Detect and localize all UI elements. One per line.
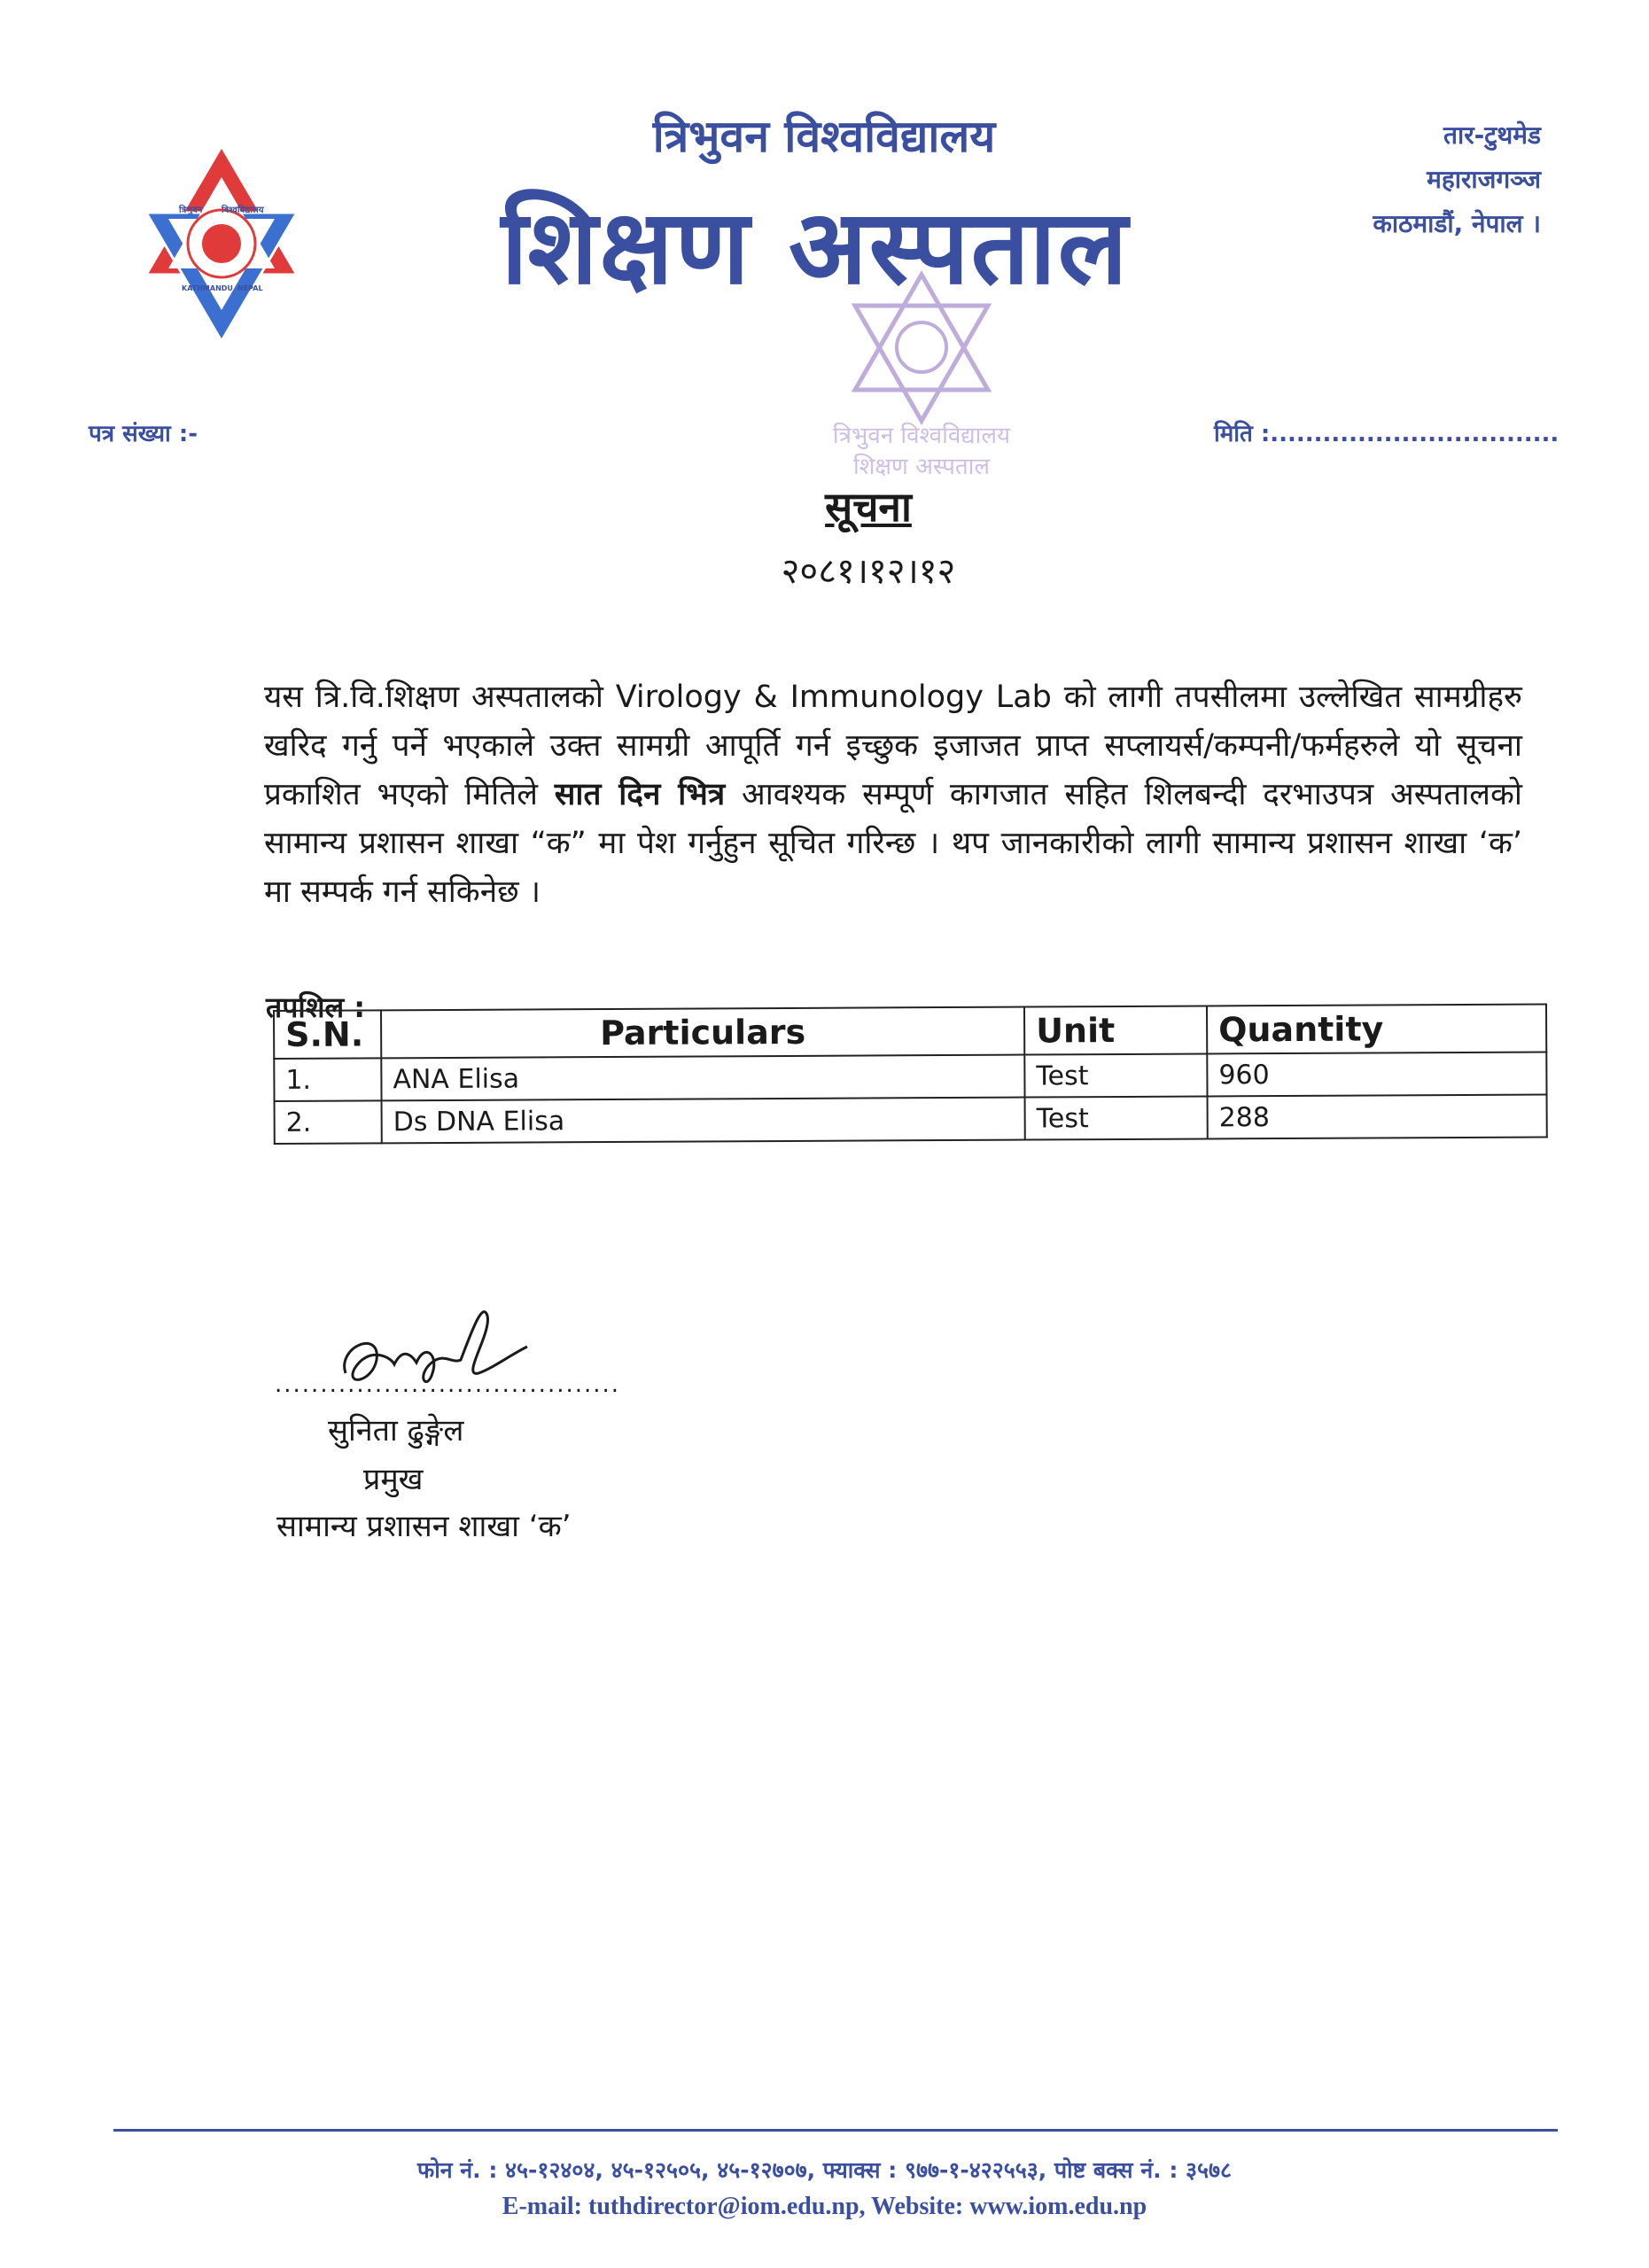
signatory-name: सुनिता ढुङ्गेल (328, 1413, 464, 1449)
notice-date: २०८१।१२।१२ (781, 551, 956, 592)
cell-quantity: 960 (1207, 1052, 1546, 1096)
tu-logo (133, 142, 310, 346)
cell-particulars: Ds DNA Elisa (382, 1098, 1025, 1144)
notice-body-part-1: यस त्रि.वि.शिक्षण अस्पतालको Virology & Immunology Lab को लागी तपसीलमा उल्लेखित सामग्रीहरु खरिद गर्नु पर्ने भएकाले उक्त सामग्री आपूर्ति गर्न इच्छुक इजाजत प्राप्त सप्लायर्स/कम्पनी/फर्महरुले यो सूचना प्रकाशित भएको मितिले (264, 680, 1522, 812)
university-name: त्रिभुवन विश्वविद्यालय (652, 111, 996, 162)
header-particulars: Particulars (381, 1007, 1024, 1059)
table-row (274, 1052, 1546, 1101)
cell-sn: 2. (275, 1100, 382, 1144)
cell-unit: Test (1025, 1096, 1208, 1139)
stamp-text-1: त्रिभुवन विश्वविद्यालय (832, 423, 1011, 449)
reference-number-label: पत्र संख्या :- (89, 421, 198, 447)
header-quantity: Quantity (1207, 1004, 1546, 1053)
details-label: तपशिल : (266, 990, 366, 1024)
notice-body-deadline: सात दिन भित्र (554, 777, 726, 812)
cell-particulars: ANA Elisa (381, 1055, 1024, 1101)
signature-line: ...................................... (275, 1371, 621, 1398)
hospital-name: शिक्षण अस्पताल (501, 188, 1130, 307)
items-table (273, 1003, 1548, 1145)
signatory-section: सामान्य प्रशासन शाखा ‘क’ (276, 1509, 572, 1544)
stamp-text-2: शिक्षण अस्पताल (852, 454, 991, 480)
address-block (1373, 113, 1541, 246)
logo-text-kathmandu: KATHMANDU (182, 284, 233, 292)
date-label: मिति :................................. (1214, 421, 1560, 447)
notice-body (264, 673, 1522, 917)
signatory-role: प्रमुख (363, 1462, 424, 1497)
logo-text-nepal: NEPAL (237, 284, 263, 292)
table-row (275, 1094, 1547, 1144)
cell-sn: 1. (274, 1058, 381, 1101)
footer-phone-fax: फोन नं. : ४५-१२४०४, ४५-१२५०५, ४५-१२७०७, फ्याक्स : ९७७-१-४२२५५३, पोष्ट बक्स नं. : ३५७८ (416, 2157, 1233, 2183)
cell-quantity: 288 (1208, 1094, 1547, 1138)
header-unit: Unit (1024, 1006, 1207, 1054)
notice-body-part-2: आवश्यक सम्पूर्ण कागजात सहित शिलबन्दी दरभाउपत्र अस्पतालको सामान्य प्रशासन शाखा “क” मा पेश गर्नुहुन सूचित गरिन्छ । थप जानकारीको लागी सामान्य प्रशासन शाखा ‘क’ मा सम्पर्क गर्न सकिनेछ । (264, 777, 1522, 910)
notice-title: सूचना (825, 483, 912, 531)
cell-unit: Test (1024, 1053, 1207, 1097)
signature-scribble: Sugal (381, 1400, 384, 1401)
logo-text-hindi-2: विश्वविद्यालय (222, 206, 264, 215)
header-sn: S.N. (274, 1010, 381, 1059)
address-line-3: काठमाडौं, नेपाल । (1373, 209, 1541, 238)
footer-divider (113, 2129, 1558, 2132)
logo-text-hindi-1: त्रिभुवन (179, 206, 203, 215)
address-line-2: महाराजगञ्ज (1427, 165, 1541, 194)
footer-email-website: E-mail: tuthdirector@iom.edu.np, Website: www.iom.edu.np (502, 2193, 1147, 2220)
office-stamp (797, 266, 1046, 496)
table-header-row (274, 1004, 1546, 1059)
address-line-1: तार-टुथमेड (1443, 120, 1541, 150)
